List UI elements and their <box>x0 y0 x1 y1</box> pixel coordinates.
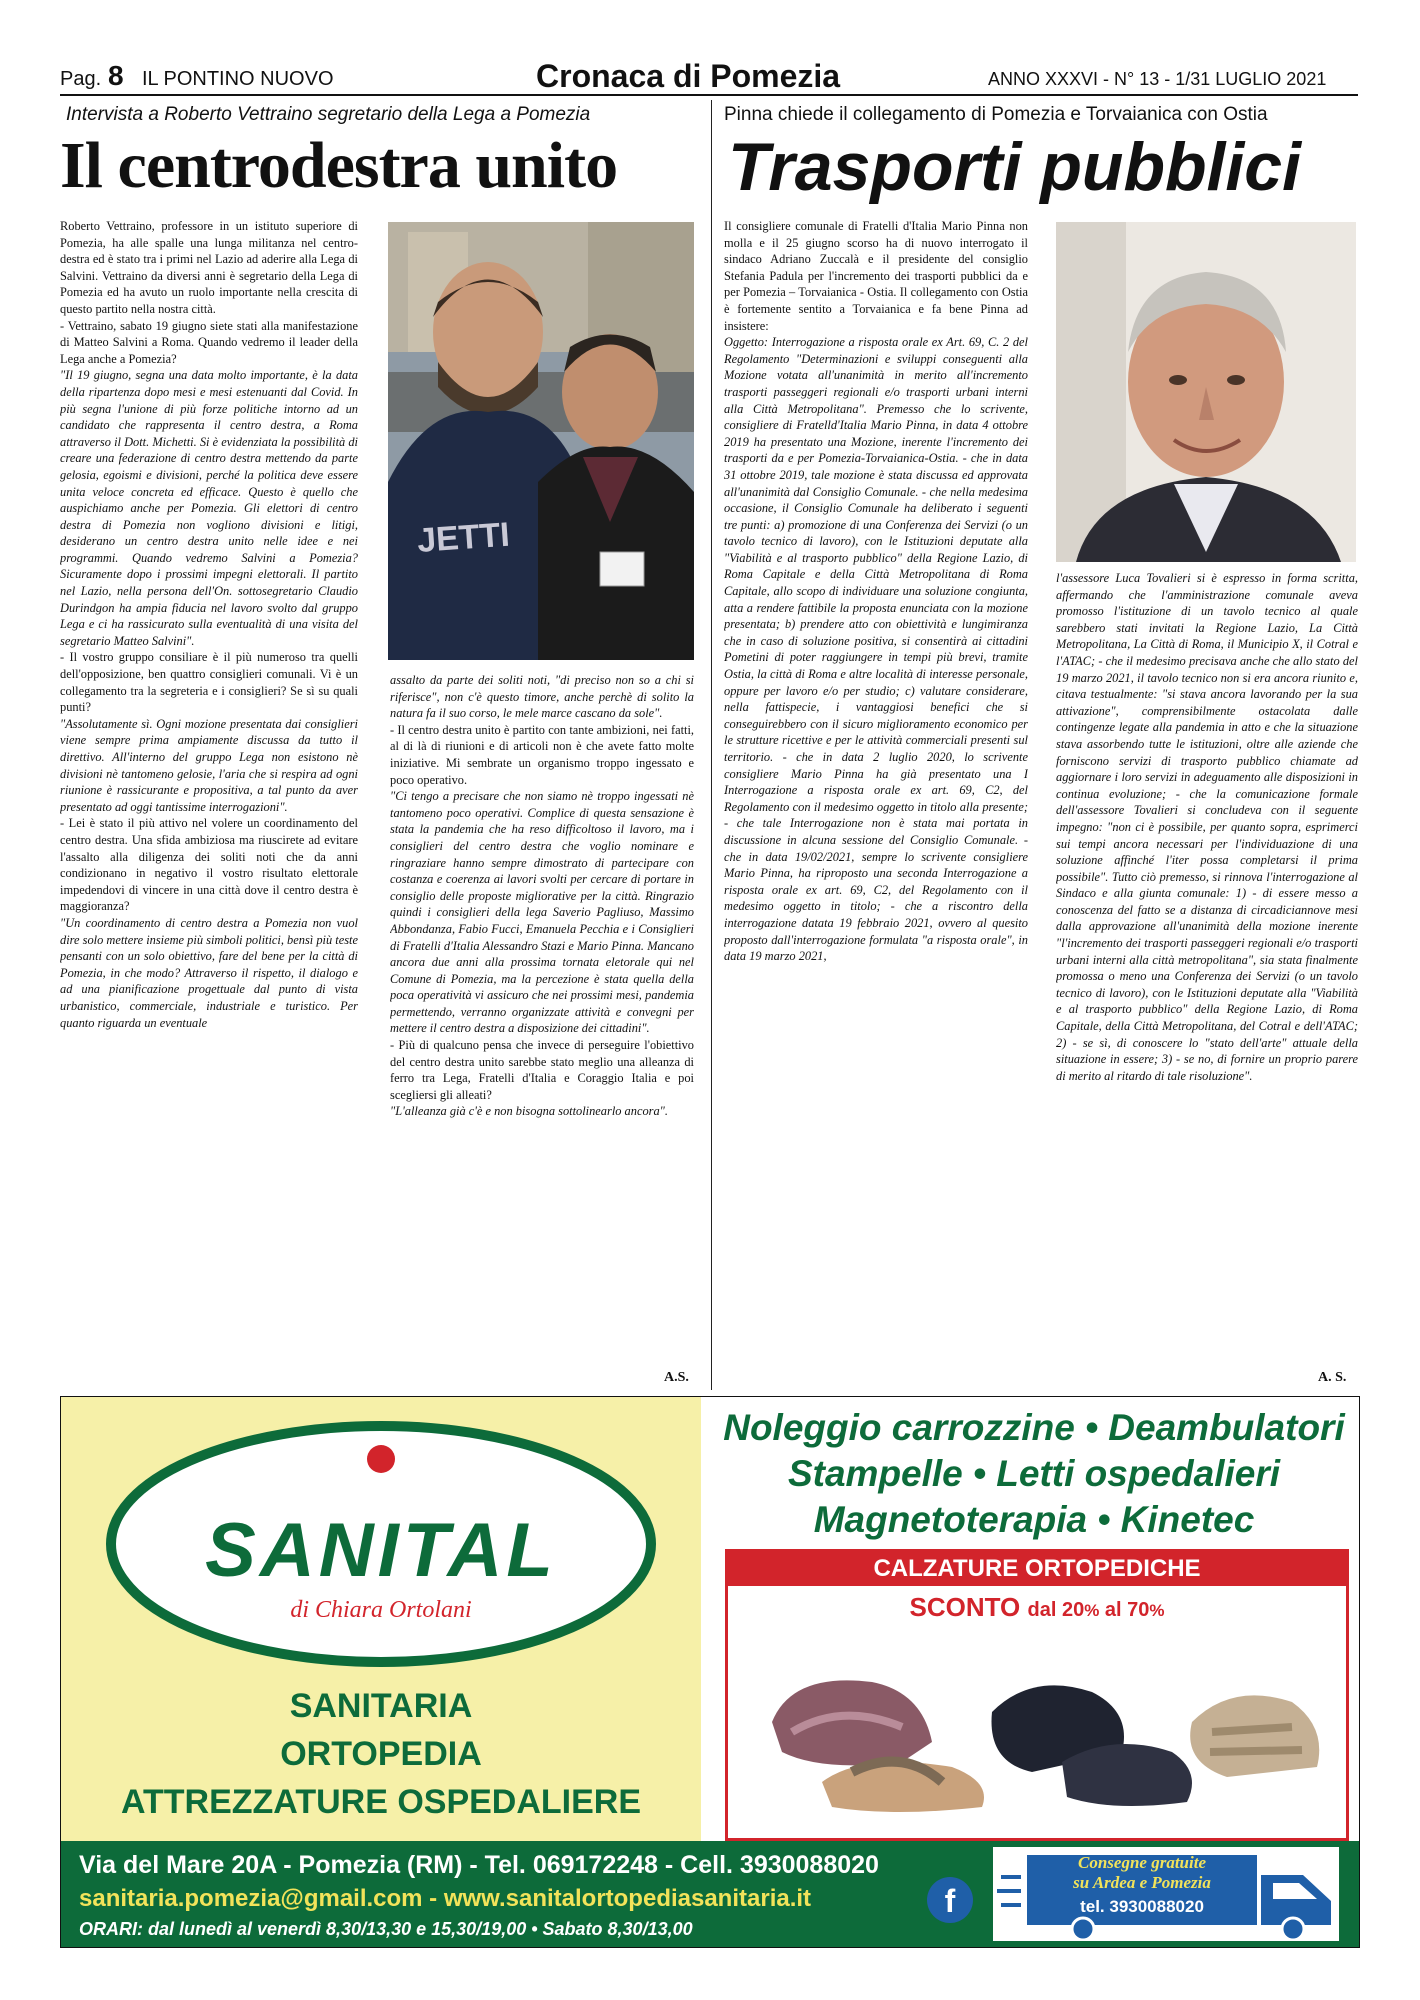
left-col-1 <box>60 218 358 1386</box>
logo-subtitle: di Chiara Ortolani <box>290 1597 472 1623</box>
right-body-2: l'assessore Luca Tovalieri si è espresso in forma scritta, affermando che l'amministrazione comunale aveva promosso l'istituzione di un tavolo tecnico al quale sarebbero stati invitati la Regione Lazio, La Città Metropolitana, La Città di Roma, il Municipio X, il Cotral e l'ATAC; - che il medesimo precisava anche che allo stato del 19 marzo 2021, il tavolo tecnico non si era ancora riunito e, citava testualmente: "si stava ancora lavorando per la sua attivazione", comprensibilmente ostacolata dalle contingenze legate alla pandemia in atto e che la situazione stava assorbendo tutte le istituzioni, oltre alle aziende che forniscono servizi di trasporto pubblico chiamate ad aggiornare i loro servizi in adeguamento alle disposizioni in continua evoluzione; - che la comunicazione formale dell'assessore Tovalieri si concludeva con il seguente impegno: "non ci è possibile, per quanto sopra, esprimerci sui tempi ancora necessari per l'individuazione di una soluzione affinché l'iter possa completarsi il prima possibile". Tutto ciò premesso, si rinnova l'interrogazione al Sindaco e alla giunta comunale: 1) - di essere messo a conoscenza del fatto se a distanza di circadiciannove mesi dalla approvazione all'unanimità della mozione inerente "l'incremento dei trasporti passeggeri regionali e/o trasporti urbani interni alla città metropolitana", sia stata finalmente promossa o meno una Conferenza dei Servizi (o un tavolo tecnico di lavoro), con le Istituzioni deputate alla "Viabilità e al trasporto pubblico" della Regione Lazio, di Roma Capitale, della Città Metropolitana, del Cotral e dell'ATAC; 2) - se sì, di conoscere lo "stato dell'arte" attuale della situazione in essere; 3) - se no, di fornire un proprio parere di merito al ritardo di tale risoluzione". <box>1056 571 1358 1083</box>
facebook-icon[interactable]: f <box>927 1877 973 1923</box>
service-ortopedia: ORTOPEDIA <box>280 1735 482 1773</box>
left-answer-1: "Il 19 giugno, segna una data molto importante, è la data della ripartenza dopo mesi e mesi estenuanti dal Covid. In più segna l'unione di più forze politiche intorno ad un candidato che rappresenta il centro destra, a Roma attraverso il Dott. Michetti. Si è evidenziata la possibilità di creare una federazione di centro destra mettendo da parte gelosia, egoismi e divisioni, perché la politica deve essere unita veloce concreta ed efficace. Questo è quello che auspichiamo anche per Pomezia. Gli elettori di centro destra di Pomezia non vogliono divisioni e litigi, desiderano un centro destra unito nelle idee e nei programmi. Quando vedremo Salvini a Pomezia? Sicuramente dopo i prossimi impegni elettorali. Il partito nel Lazio, nella persona dell'On. sottosegretario Claudio Durindgon ha ampia fiducia nel lavoro svolto dal gruppo Lega e ci ha rassicurato sulla eventualità di una visita del segretario Matteo Salvini". <box>60 368 358 648</box>
left-question-5: - Più di qualcuno pensa che invece di perseguire l'obiettivo del centro destra unito sarebbe stato meglio una alleanza di ferro tra Lega, Fratelli d'Italia e Coraggio Italia e poi scegliersi gli alleati? <box>390 1038 694 1102</box>
portrait-illustration <box>1056 222 1356 562</box>
photo-mario-pinna <box>1056 222 1356 562</box>
left-answer-2: "Assolutamente sì. Ogni mozione presentata dai consiglieri viene sempre prima ampiamente discussa da tutto il direttivo. All'interno del gruppo Lega non esistono nè divisioni nè tantomeno gelosie, l'aria che si respira ad ogni riunione è rassicurante e propositiva, a tal punto da aver presentato ad oggi tantissime interrogazioni". <box>60 716 358 814</box>
left-question-4: - Il centro destra unito è partito con tante ambizioni, nei fatti, al di là di riunioni e di articoli non è che avete fatto molte iniziative. Mi sembrate un organismo troppo ingessato e poco operativo. <box>390 722 694 787</box>
discount-to: al 70 <box>1099 1599 1150 1621</box>
discount-from: dal 20 <box>1027 1599 1085 1621</box>
left-question-3: - Lei è stato il più attivo nel volere un coordinamento del centro destra. Una sfida ambiziosa ma riuscirete ad evitare l'assalto alla diligenza dei soliti noti che da anni condizionano in negativo il vostro risultato elettorale impedendovi di vincere in una città dove il centro destra è maggioranza? <box>60 816 358 914</box>
left-question-2: - Il vostro gruppo consiliare è il più numeroso tra quelli dell'opposizione, ben quattro consiglieri comunali. Vi è un collegamento tra la segreteria e i consiglieri? Se sì su quali punti? <box>60 650 358 715</box>
right-headline: Trasporti pubblici <box>728 129 1302 205</box>
discount-pct-2: % <box>1149 1601 1165 1620</box>
right-intro: Il consigliere comunale di Fratelli d'Italia Mario Pinna non molla e il 25 giugno scorso ha di nuovo interrogato il sindaco Adriano Zuccalà e il presidente del consiglio Stefania Padula per l'incremento dei trasporti pubblici da e per Pomezia – Torvaianica - Ostia. Il collegamento con Ostia è fortemente sentito a Torvaianica e fa bene Pinna ad insistere: <box>724 219 1028 333</box>
right-col-1 <box>724 218 1028 1386</box>
ad-contact-bar <box>61 1841 1359 1947</box>
delivery-line-1: Consegne gratuite <box>1078 1853 1206 1872</box>
page-label: Pag. <box>60 68 102 90</box>
page-number: 8 <box>108 60 124 91</box>
logo-text: SANITAL <box>205 1508 557 1593</box>
ad-line-1: Noleggio carrozzine • Deambulatori <box>723 1407 1345 1448</box>
ad-left-panel <box>61 1397 701 1841</box>
left-col-2 <box>390 672 694 1384</box>
left-kicker: Intervista a Roberto Vettraino segretario della Lega a Pomezia <box>66 104 591 125</box>
left-answer-3: "Un coordinamento di centro destra a Pomezia non vuol dire solo mettere insieme più simboli politici, bensì più teste pensanti con un solo obiettivo, fare del bene per la città di Pomezia, in che modo? Attraverso il rispetto, il dialogo e ad una pianificazione progettuale dal punto di vista urbanistico, commerciale, industriale e turistico. Per quanto riguarda un eventuale <box>60 915 358 1030</box>
sanital-ad <box>60 1396 1360 1948</box>
page-header <box>60 60 1360 94</box>
right-col-2 <box>1056 570 1358 1384</box>
service-attrezzature: ATTREZZATURE OSPEDALIERE <box>120 1783 642 1821</box>
left-signature: A.S. <box>664 1370 689 1385</box>
section-title: Cronaca di Pomezia <box>536 58 841 94</box>
service-sanitaria: SANITARIA <box>289 1687 473 1725</box>
discount-text <box>728 1592 1346 1623</box>
shoe-title: CALZATURE ORTOPEDICHE <box>728 1552 1346 1586</box>
ad-line-3: Magnetoterapia • Kinetec <box>813 1499 1255 1540</box>
discount-word: SCONTO <box>909 1592 1021 1622</box>
delivery-box <box>993 1847 1339 1941</box>
logo-figure-icon <box>367 1445 395 1473</box>
masthead: IL PONTINO NUOVO <box>142 68 334 90</box>
right-kicker: Pinna chiede il collegamento di Pomezia e Torvaianica con Ostia <box>724 104 1268 125</box>
ad-hours: ORARI: dal lunedì al venerdì 8,30/13,30 e 15,30/19,00 • Sabato 8,30/13,00 <box>79 1919 693 1939</box>
right-body-1: Oggetto: Interrogazione a risposta orale ex Art. 69, C. 2 del Regolamento "Determinazioni e sviluppi conseguenti alla Mozione votata all'unanimità in merito all'incremento trasporti passeggeri regionali e/o trasporti urbani interni alla Città Metropolitana". Premesso che lo scrivente, consigliere di Fratelld'Italia Mario Pinna, in data 4 ottobre 2019 ha presentato una Mozione, inerente l'incremento dei trasporti da e per Pomezia-Torvaianica-Ostia. - che in data 31 ottobre 2019, tale mozione è stata discussa ed approvata all'unanimità dal Consiglio Comunale. - che nella medesima occasione, il Consiglio Comunale ha deliberato i seguenti tre punti: a) promozione di una Conferenza dei Servizi (o un tavolo tecnico di lavoro), con le Istituzioni deputate alla "Viabilità e al trasporto pubblico" della Regione Lazio, di Roma Capitale e della Città Metropolitana di Roma Capitale, allo scopo di individuare una soluzione congiunta, atta a rendere fattibile la proposta enunciata con la mozione presentata; b) prendere atto con obiettività e lungimiranza che in caso di soluzione positiva, si consentirà ai cittadini Pometini di poter raggiungere in tempi più brevi, tramite Ostia, la città di Roma e altre località di interesse personale, oppure per lavoro e/o per studio; c) valutare considerare, nella fattispecie, i vantaggiosi benefici che si conseguirebbero con il sicuro miglioramento economico per le strutture ricettive e per le attività commerciali presenti sul territorio. - che in data 2 luglio 2020, lo scrivente consigliere Mario Pinna ha già presentato una I Interrogazione a risposta orale ex art. 69, C2, del Regolamento con il medesimo oggetto in titolo alla presente; - che tale Interrogazione non è stata mai portata in discussione in alcuna sessione del Consiglio Comunale. - che in data 19/02/2021, sempre lo scrivente consigliere Mario Pinna, ha riproposto una seconda Interrogazione a risposta orale ex art. 69, C2, del Regolamento con il medesimo oggetto in titolo; - che a riscontro della interrogazione datata 19 febbraio 2021, ovvero al quesito proposto dall'interrogazione formulata "a risposta orale", in data 19 marzo 2021, <box>724 335 1028 964</box>
shoe-box <box>725 1549 1349 1841</box>
delivery-line-2: su Ardea e Pomezia <box>1073 1873 1211 1892</box>
ad-line-2: Stampelle • Letti ospedalieri <box>787 1453 1281 1494</box>
left-answer-4: "Ci tengo a precisare che non siamo nè troppo ingessati nè tantomeno poco operativi. Complice di questa sensazione è stata la pandemia che ha reso difficoltoso il lavoro, ma i consiglieri del centro destra che voglio nominare e ringraziare hanno sempre dimostrato di partecipare con costanza e coerenza ai lavori svolti per cercare di portare in consiglio delle proposte migliorative per la città. Ringrazio quindi i consiglieri della lega Saverio Pagliuso, Massimo Abbondanza, Fabio Fucci, Emanuela Pecchia e i Consiglieri di Fratelli d'Italia Alessandro Stazi e Mario Pinna. Mancano ancora due anni alla prossima tornata eletorale qui nel Comune di Pomezia, ma la percezione è stata quella della poca operatività vi assicuro che nei prossimi mesi, pandemia permettendo, verranno organizzate attività e convegni per mettere il centro destra a disposizione dei cittadini". <box>390 789 694 1036</box>
article-divider <box>711 100 712 1390</box>
delivery-phone: tel. 3930088020 <box>1080 1897 1204 1916</box>
header-rule <box>60 94 1358 96</box>
photo-illustration <box>388 222 694 660</box>
issue-info: ANNO XXXVI - N° 13 - 1/31 LUGLIO 2021 <box>988 69 1327 89</box>
photo-salvini-vettraino <box>388 222 694 660</box>
left-intro: Roberto Vettraino, professore in un istituto superiore di Pomezia, ha alle spalle una lunga militanza nel centro- destra ed è stato tra i primi nel Lazio ad aderire alla Lega di Salvini. Vettraino da diversi anni è segretario della Lega di Pomezia ed ha avuto un ruolo importante nella crescita di questo partito nella nostra città. <box>60 219 358 316</box>
left-answer-3-cont: assalto da parte dei soliti noti, "di preciso non so a chi si riferisce", non c'è questo timore, anche perchè di solito la natura fa il suo corso, le mele marce cascano da sole". <box>390 673 694 721</box>
ad-website: sanitaria.pomezia@gmail.com - www.sanitalortopediasanitaria.it <box>79 1885 812 1912</box>
discount-pct-1: % <box>1084 1601 1100 1620</box>
shoes-illustration <box>732 1632 1342 1832</box>
right-signature: A. S. <box>1318 1370 1347 1385</box>
ad-address: Via del Mare 20A - Pomezia (RM) - Tel. 069172248 - Cell. 3930088020 <box>79 1851 879 1879</box>
ad-right-panel <box>709 1397 1359 1841</box>
svg-text:JETTI: JETTI <box>415 515 511 560</box>
left-answer-5: "L'alleanza già c'è e non bisogna sottolinearlo ancora". <box>390 1104 668 1119</box>
left-headline: Il centrodestra unito <box>60 129 618 202</box>
left-question-1: - Vettraino, sabato 19 giugno siete stati alla manifestazione di Matteo Salvini a Roma. Quando vedremo il leader della Lega anche a Pomezia? <box>60 318 358 366</box>
